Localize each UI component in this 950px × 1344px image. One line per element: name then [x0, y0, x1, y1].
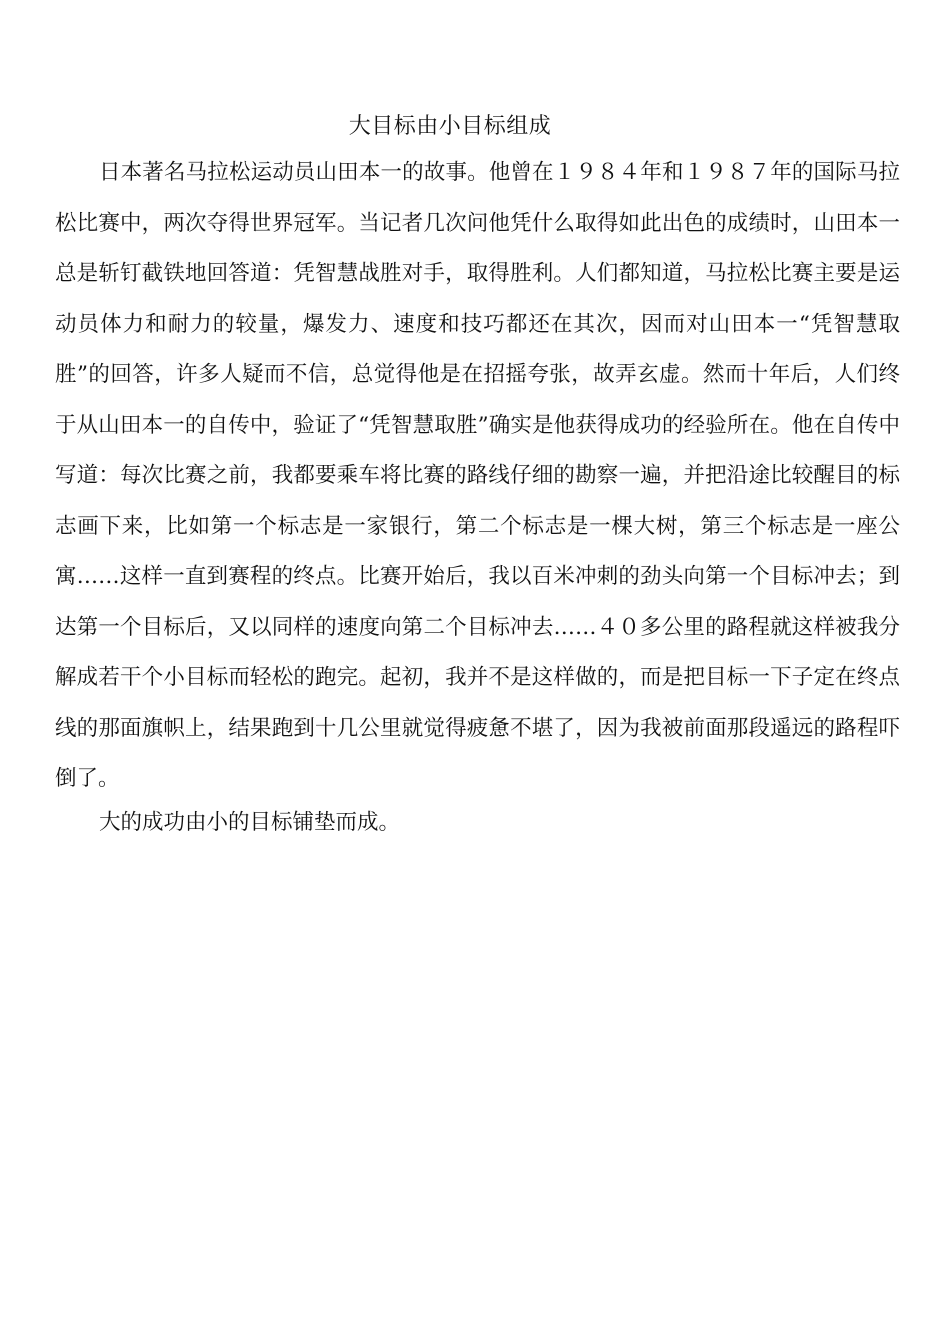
document-title: 大目标由小目标组成 — [348, 114, 552, 139]
body-paragraph-story: 日本著名马拉松运动员山田本一的故事。他曾在１９８４年和１９８７年的国际马拉松比赛中，两次夺得世界冠军。当记者几次问他凭什么取得如此出色的成绩时，山田本一总是斩钉截铁地回答道：凭智慧战胜对手，取得胜利。人们都知道，马拉松比赛主要是运动员体力和耐力的较量，爆发力、速度和技巧都还在其次，因而对山田本一“凭智慧取胜”的回答，许多人疑而不信，总觉得他是在招摇夸张，故弄玄虚。然而十年后，人们终于从山田本一的自传中，验证了“凭智慧取胜”确实是他获得成功的经验所在。他在自传中写道：每次比赛之前，我都要乘车将比赛的路线仔细的勘察一遍，并把沿途比较醒目的标志画下来，比如第一个标志是一家银行，第二个标志是一棵大树，第三个标志是一座公寓……这样一直到赛程的终点。比赛开始后，我以百米冲刺的劲头向第一个目标冲去；到达第一个目标后，又以同样的速度向第二个目标冲去……４０多公里的路程就这样被我分解成若干个小目标而轻松的跑完。起初，我并不是这样做的，而是把目标一下子定在终点线的那面旗帜上，结果跑到十几公里就觉得疲惫不堪了，因为我被前面那段遥远的路程吓倒了。 — [55, 160, 900, 791]
body-paragraph-conclusion: 大的成功由小的目标铺垫而成。 — [99, 810, 401, 835]
